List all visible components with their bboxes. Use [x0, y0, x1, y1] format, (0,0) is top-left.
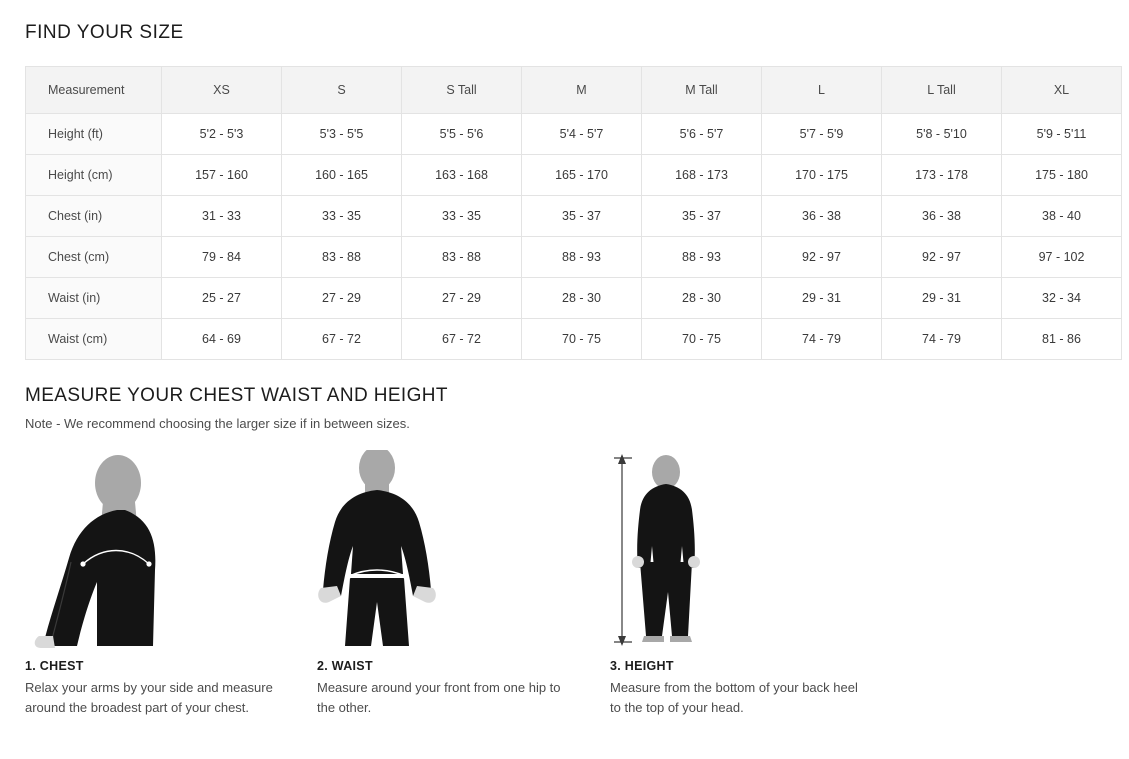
cell: 70 - 75 — [642, 319, 762, 360]
row-label: Chest (cm) — [26, 237, 162, 278]
table-row — [26, 155, 1122, 196]
cell: 70 - 75 — [522, 319, 642, 360]
column-header-xl: XL — [1002, 67, 1122, 114]
cell: 97 - 102 — [1002, 237, 1122, 278]
table-header-row — [26, 67, 1122, 114]
sizing-note: Note - We recommend choosing the larger size if in between sizes. — [25, 416, 410, 431]
cell: 33 - 35 — [402, 196, 522, 237]
cell: 35 - 37 — [522, 196, 642, 237]
cell: 175 - 180 — [1002, 155, 1122, 196]
cell: 83 - 88 — [282, 237, 402, 278]
cell: 28 - 30 — [642, 278, 762, 319]
cell: 67 - 72 — [282, 319, 402, 360]
cell: 29 - 31 — [882, 278, 1002, 319]
cell: 5'2 - 5'3 — [162, 114, 282, 155]
cell: 28 - 30 — [522, 278, 642, 319]
cell: 29 - 31 — [762, 278, 882, 319]
figure-waist — [317, 450, 607, 718]
page-title: FIND YOUR SIZE — [25, 22, 184, 43]
size-chart-table — [25, 66, 1122, 360]
cell: 5'7 - 5'9 — [762, 114, 882, 155]
cell: 92 - 97 — [762, 237, 882, 278]
figure-height-body: Measure from the bottom of your back heel to the top of your head. — [610, 680, 858, 716]
cell: 79 - 84 — [162, 237, 282, 278]
cell: 165 - 170 — [522, 155, 642, 196]
column-header-measurement: Measurement — [26, 67, 162, 114]
column-header-m-tall: M Tall — [642, 67, 762, 114]
figure-chest-body: Relax your arms by your side and measure around the broadest part of your chest. — [25, 680, 273, 716]
cell: 27 - 29 — [402, 278, 522, 319]
cell: 36 - 38 — [762, 196, 882, 237]
column-header-l: L — [762, 67, 882, 114]
row-label: Chest (in) — [26, 196, 162, 237]
cell: 81 - 86 — [1002, 319, 1122, 360]
cell: 168 - 173 — [642, 155, 762, 196]
table-row — [26, 196, 1122, 237]
cell: 83 - 88 — [402, 237, 522, 278]
size-chart-container — [25, 66, 1121, 360]
column-header-s: S — [282, 67, 402, 114]
cell: 5'3 - 5'5 — [282, 114, 402, 155]
cell: 157 - 160 — [162, 155, 282, 196]
table-row — [26, 278, 1122, 319]
table-row — [26, 114, 1122, 155]
cell: 5'9 - 5'11 — [1002, 114, 1122, 155]
row-label: Waist (cm) — [26, 319, 162, 360]
cell: 92 - 97 — [882, 237, 1002, 278]
cell: 38 - 40 — [1002, 196, 1122, 237]
cell: 64 - 69 — [162, 319, 282, 360]
cell: 31 - 33 — [162, 196, 282, 237]
cell: 163 - 168 — [402, 155, 522, 196]
cell: 5'4 - 5'7 — [522, 114, 642, 155]
cell: 74 - 79 — [762, 319, 882, 360]
row-label: Height (cm) — [26, 155, 162, 196]
cell: 5'5 - 5'6 — [402, 114, 522, 155]
cell: 74 - 79 — [882, 319, 1002, 360]
cell: 5'8 - 5'10 — [882, 114, 1002, 155]
cell: 160 - 165 — [282, 155, 402, 196]
chest-figure-icon — [25, 450, 315, 650]
cell: 88 - 93 — [522, 237, 642, 278]
measure-section-title: MEASURE YOUR CHEST WAIST AND HEIGHT — [25, 385, 448, 406]
table-row — [26, 237, 1122, 278]
cell: 36 - 38 — [882, 196, 1002, 237]
figure-waist-title: 2. WAIST — [317, 659, 373, 673]
cell: 33 - 35 — [282, 196, 402, 237]
figure-chest-title: 1. CHEST — [25, 659, 84, 673]
waist-measure-illustration — [317, 450, 607, 650]
cell: 5'6 - 5'7 — [642, 114, 762, 155]
column-header-xs: XS — [162, 67, 282, 114]
waist-figure-icon — [317, 450, 607, 650]
height-figure-icon — [610, 450, 910, 650]
row-label: Height (ft) — [26, 114, 162, 155]
height-measure-illustration — [610, 450, 910, 650]
column-header-s-tall: S Tall — [402, 67, 522, 114]
cell: 173 - 178 — [882, 155, 1002, 196]
row-label: Waist (in) — [26, 278, 162, 319]
chest-measure-illustration — [25, 450, 315, 650]
cell: 32 - 34 — [1002, 278, 1122, 319]
cell: 25 - 27 — [162, 278, 282, 319]
figure-chest — [25, 450, 315, 718]
cell: 27 - 29 — [282, 278, 402, 319]
column-header-l-tall: L Tall — [882, 67, 1002, 114]
cell: 88 - 93 — [642, 237, 762, 278]
cell: 170 - 175 — [762, 155, 882, 196]
cell: 35 - 37 — [642, 196, 762, 237]
figure-height — [610, 450, 910, 718]
cell: 67 - 72 — [402, 319, 522, 360]
column-header-m: M — [522, 67, 642, 114]
table-row — [26, 319, 1122, 360]
figure-height-title: 3. HEIGHT — [610, 659, 674, 673]
figure-waist-body: Measure around your front from one hip to the other. — [317, 680, 561, 716]
